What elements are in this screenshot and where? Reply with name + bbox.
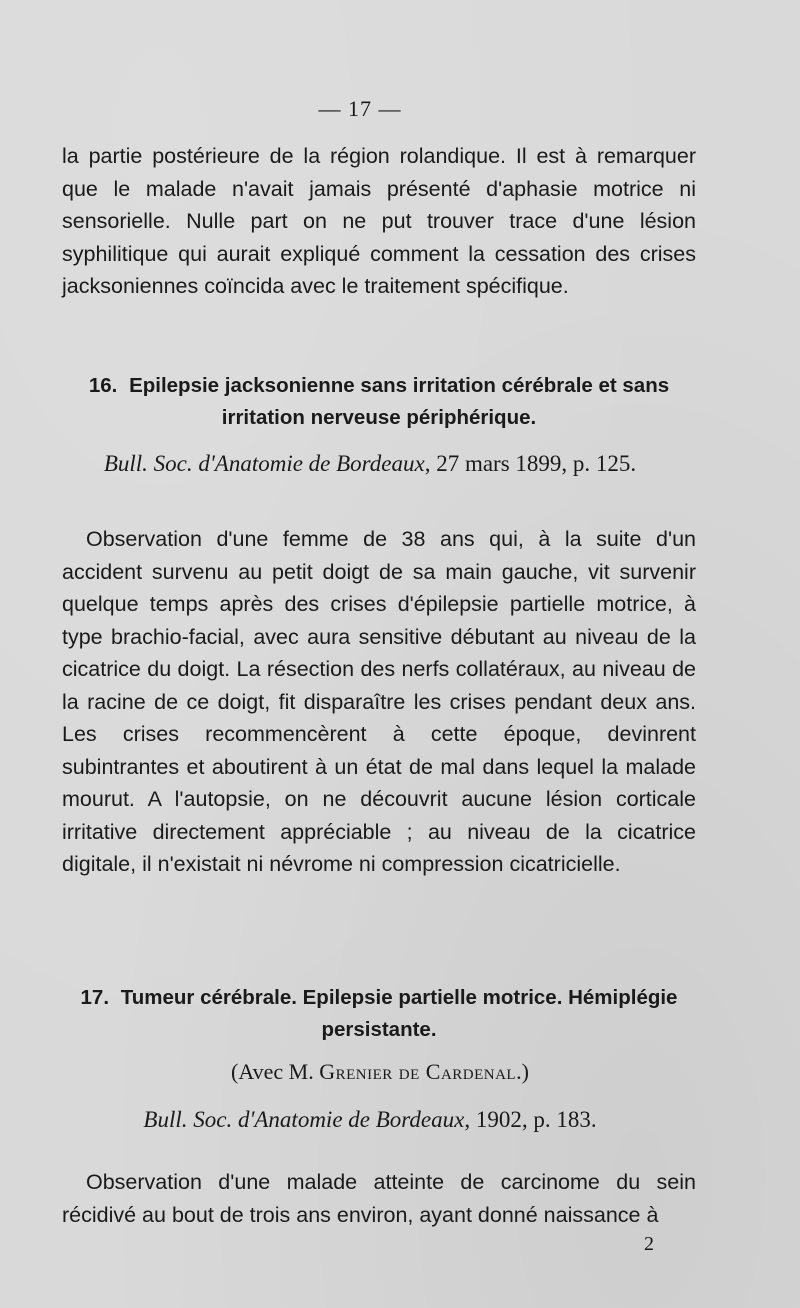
section-17-title: Tumeur cérébrale. Epilepsie partielle motrice. Hémiplégie persistante.: [120, 986, 678, 1041]
section-16-ref-details: , 27 mars 1899, p. 125.: [424, 451, 637, 476]
section-16-heading: [62, 370, 696, 434]
page-number: — 17 —: [318, 96, 402, 121]
signature-mark: 2: [644, 1233, 654, 1255]
section-17-collaborator: [0, 1059, 760, 1085]
section-17-reference: [0, 1107, 740, 1133]
section-17-number: 17.: [80, 986, 110, 1009]
section-16-journal: Bull. Soc. d'Anatomie de Bordeaux: [103, 451, 425, 476]
section-17-journal: Bull. Soc. d'Anatomie de Bordeaux: [143, 1107, 465, 1132]
section-17-heading: [62, 982, 696, 1046]
section-16-title: Epilepsie jacksonienne sans irritation cérébrale et sans irritation nerveuse périphérique.: [129, 374, 670, 429]
collab-name: Grenier de Cardenal: [319, 1059, 517, 1084]
section-17-abstract: Observation d'une malade atteinte de carcinome du sein récidivé au bout de trois ans environ, ayant donné naissance à: [62, 1170, 696, 1227]
section-16-number: 16.: [88, 374, 118, 397]
collab-close: .): [516, 1059, 529, 1084]
section-17-ref-details: , 1902, p. 183.: [464, 1107, 597, 1132]
paragraph-continuation: la partie postérieure de la région rolandique. Il est à remarquer que le malade n'avait jamais présenté d'aphasie motrice ni sensorielle. Nulle part on ne put trouver trace d'une lésion syphilitique qui aurait expliqué comment la cessation des crises jacksoniennes coïncida avec le traitement spécifique.: [62, 144, 696, 298]
collab-open: (Avec M.: [231, 1059, 320, 1084]
section-16-abstract: Observation d'une femme de 38 ans qui, à la suite d'un accident survenu au petit doigt de sa main gauche, vit survenir quelque temps après des crises d'épilepsie partielle motrice, à type brachio-facial, avec aura sensitive débutant au niveau de la cicatrice du doigt. La résection des nerfs collatéraux, au niveau de la racine de ce doigt, fit disparaître les crises pendant deux ans. Les crises recommencèrent à cette époque, devinrent subintrantes et aboutirent à un état de mal dans lequel la malade mourut. A l'autopsie, on ne découvrit aucune lésion corticale irritative directement appréciable ; au niveau de la cicatrice digitale, il n'existait ni névrome ni compression cicatricielle.: [62, 527, 696, 876]
section-16-reference: [0, 451, 740, 477]
